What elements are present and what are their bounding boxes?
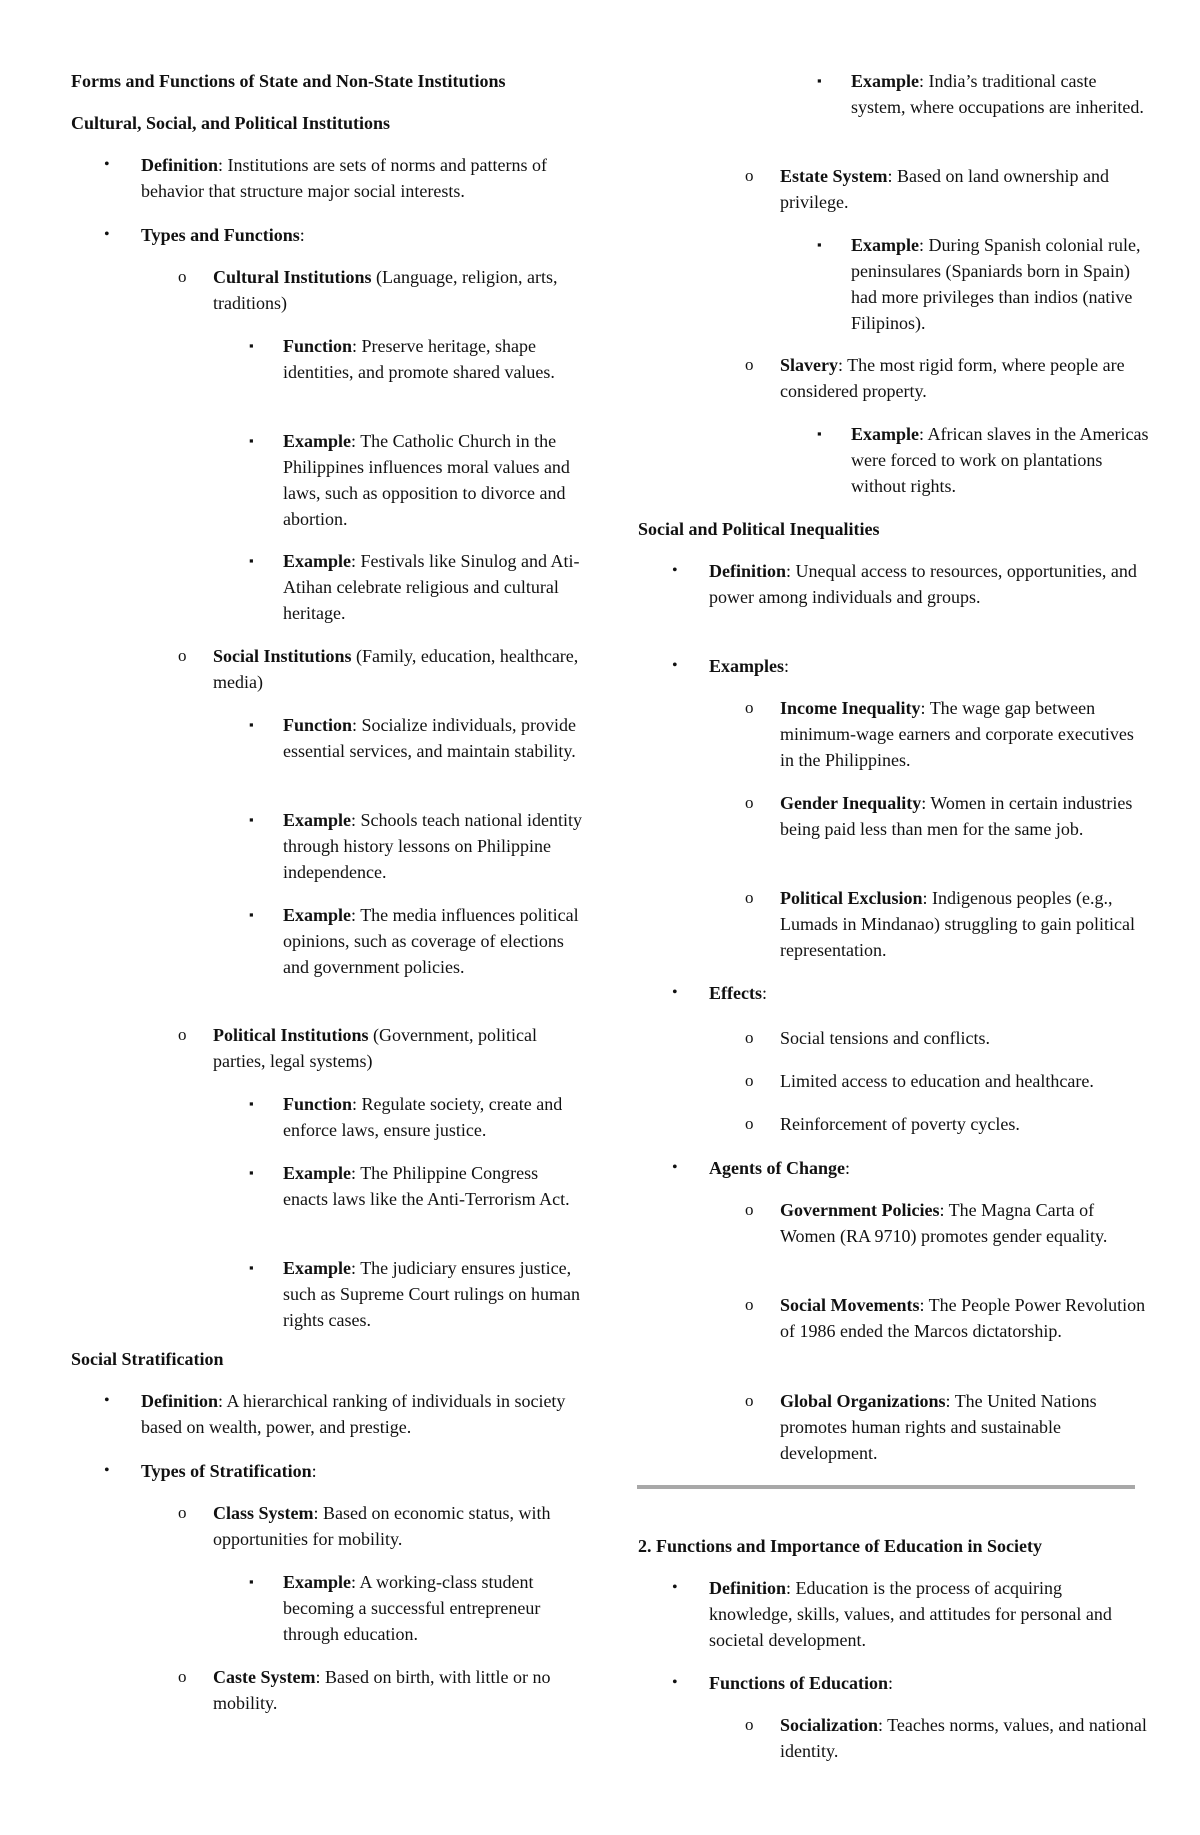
square-bullet-icon: ▪: [817, 237, 822, 252]
circle-bullet-icon: o: [745, 1295, 754, 1314]
section-heading: Cultural, Social, and Political Institutions: [71, 113, 391, 133]
circle-bullet-icon: o: [745, 355, 754, 374]
square-bullet-icon: ▪: [249, 1574, 254, 1589]
circle-bullet-icon: o: [745, 1715, 754, 1734]
circle-bullet-icon: o: [178, 1025, 187, 1044]
square-bullet-icon: ▪: [249, 1165, 254, 1180]
circle-bullet-icon: o: [178, 1667, 187, 1686]
bullet-icon: •: [672, 1579, 678, 1596]
document-page: Forms and Functions of State and Non-State Institutions Cultural, Social, and Political Institutions • Definition: Institutions are sets of norms and patterns of behavior that structure major social interests. • Types and Functions: o Cultural Institutions (Language, religion, arts, traditions) ▪ Function: Preserve heritage, shape identities, and promote shared values. ▪ Example: The Catholic Church in the Philippines influences moral values and laws, such as opposition to divorce and abortion. ▪ Example: Festivals like Sinulog and Ati-Atihan celebrate religious and cultural heritage. o Social Institutions (Family, education, healthcare, media) ▪ Function: Socialize individuals, provide essential services, and maintain stability. ▪ Example: Schools teach national identity through history lessons on Philippine independence. ▪ Example: The media influences political opinions, such as coverage of elections and government policies. o Political Institutions (Government, political parties, legal systems) ▪ Function: Regulate society, create and enforce laws, ensure justice. ▪ Example: The Philippine Congress enacts laws like the Anti-Terrorism Act. ▪ Example: The judiciary ensures justice, such as Supreme Court rulings on human rights cases. Social Stratification • Definition: A hierarchical ranking of individuals in society based on wealth, power, and prestige. • Types of Stratification: o Class System: Based on economic status, with opportunities for mobility. ▪ Example: A working-class student becoming a successful entrepreneur through education. o Caste System: Based on birth, with little or no mobility. ▪ Example: India’s traditional caste system, where occupations are inherited. o Estate System: Based on land ownership and privilege. ▪ Example: During Spanish colonial rule, peninsulares (Spaniards born in Spain) had more privileges than indios (native Filipinos). o Slavery: The most rigid form, where people are considered property. ▪ Example: African slaves in the Americas were forced to work on plantations without rights. Social and Political Inequalities • Definition: Unequal access to resources, opportunities, and power among individuals and groups. • Examples: o Income Inequality: The wage gap between minimum-wage earners and corporate executives in the Philippines. o Gender Inequality: Women in certain industries being paid less than men for the same job. o Political Exclusion: Indigenous peoples (e.g., Lumads in Mindanao) struggling to gain political representation. • Effects: o Social tensions and conflicts. o Limited access to education and healthcare. o Reinforcement of poverty cycles. • Agents of Change: o Government Policies: The Magna Carta of Women (RA 9710) promotes gender equality. o Social Movements: The People Power Revolution of 1986 ended the Marcos dictatorship. o Global Organizations: The United Nations promotes human rights and sustainable development. 2. Functions and Importance of Education in Society • Definition: Education is the process of acquiring knowledge, skills, values, and attitudes for personal and societal development. • Functions of Education: o Socialization: Teaches norms, values, and national identity.: [0, 0, 1200, 1835]
square-bullet-icon: ▪: [249, 812, 254, 827]
square-bullet-icon: ▪: [249, 717, 254, 732]
square-bullet-icon: ▪: [249, 1260, 254, 1275]
section-heading: 2. Functions and Importance of Education in Society: [638, 1536, 1043, 1556]
bullet-icon: •: [104, 226, 110, 243]
circle-bullet-icon: o: [178, 646, 187, 665]
circle-bullet-icon: o: [745, 698, 754, 717]
square-bullet-icon: ▪: [249, 1096, 254, 1111]
square-bullet-icon: ▪: [249, 553, 254, 568]
document-title: Forms and Functions of State and Non-State Institutions: [71, 71, 506, 91]
square-bullet-icon: ▪: [249, 907, 254, 922]
circle-bullet-icon: o: [745, 1200, 754, 1219]
bullet-icon: •: [104, 1392, 110, 1409]
circle-bullet-icon: o: [745, 793, 754, 812]
bullet-icon: •: [104, 156, 110, 173]
circle-bullet-icon: o: [745, 1071, 754, 1090]
square-bullet-icon: ▪: [249, 338, 254, 353]
circle-bullet-icon: o: [178, 267, 187, 286]
bullet-icon: •: [104, 1462, 110, 1479]
bullet-icon: •: [672, 1159, 678, 1176]
circle-bullet-icon: o: [745, 1028, 754, 1047]
bullet-icon: •: [672, 984, 678, 1001]
bullet-icon: •: [672, 562, 678, 579]
horizontal-divider: [637, 1485, 1135, 1489]
circle-bullet-icon: o: [745, 166, 754, 185]
bullet-icon: •: [672, 1674, 678, 1691]
section-heading: Social and Political Inequalities: [638, 519, 880, 539]
circle-bullet-icon: o: [745, 888, 754, 907]
bullet-icon: •: [672, 657, 678, 674]
square-bullet-icon: ▪: [817, 73, 822, 88]
section-heading: Social Stratification: [71, 1349, 224, 1369]
circle-bullet-icon: o: [178, 1503, 187, 1522]
square-bullet-icon: ▪: [249, 433, 254, 448]
circle-bullet-icon: o: [745, 1391, 754, 1410]
square-bullet-icon: ▪: [817, 426, 822, 441]
circle-bullet-icon: o: [745, 1114, 754, 1133]
